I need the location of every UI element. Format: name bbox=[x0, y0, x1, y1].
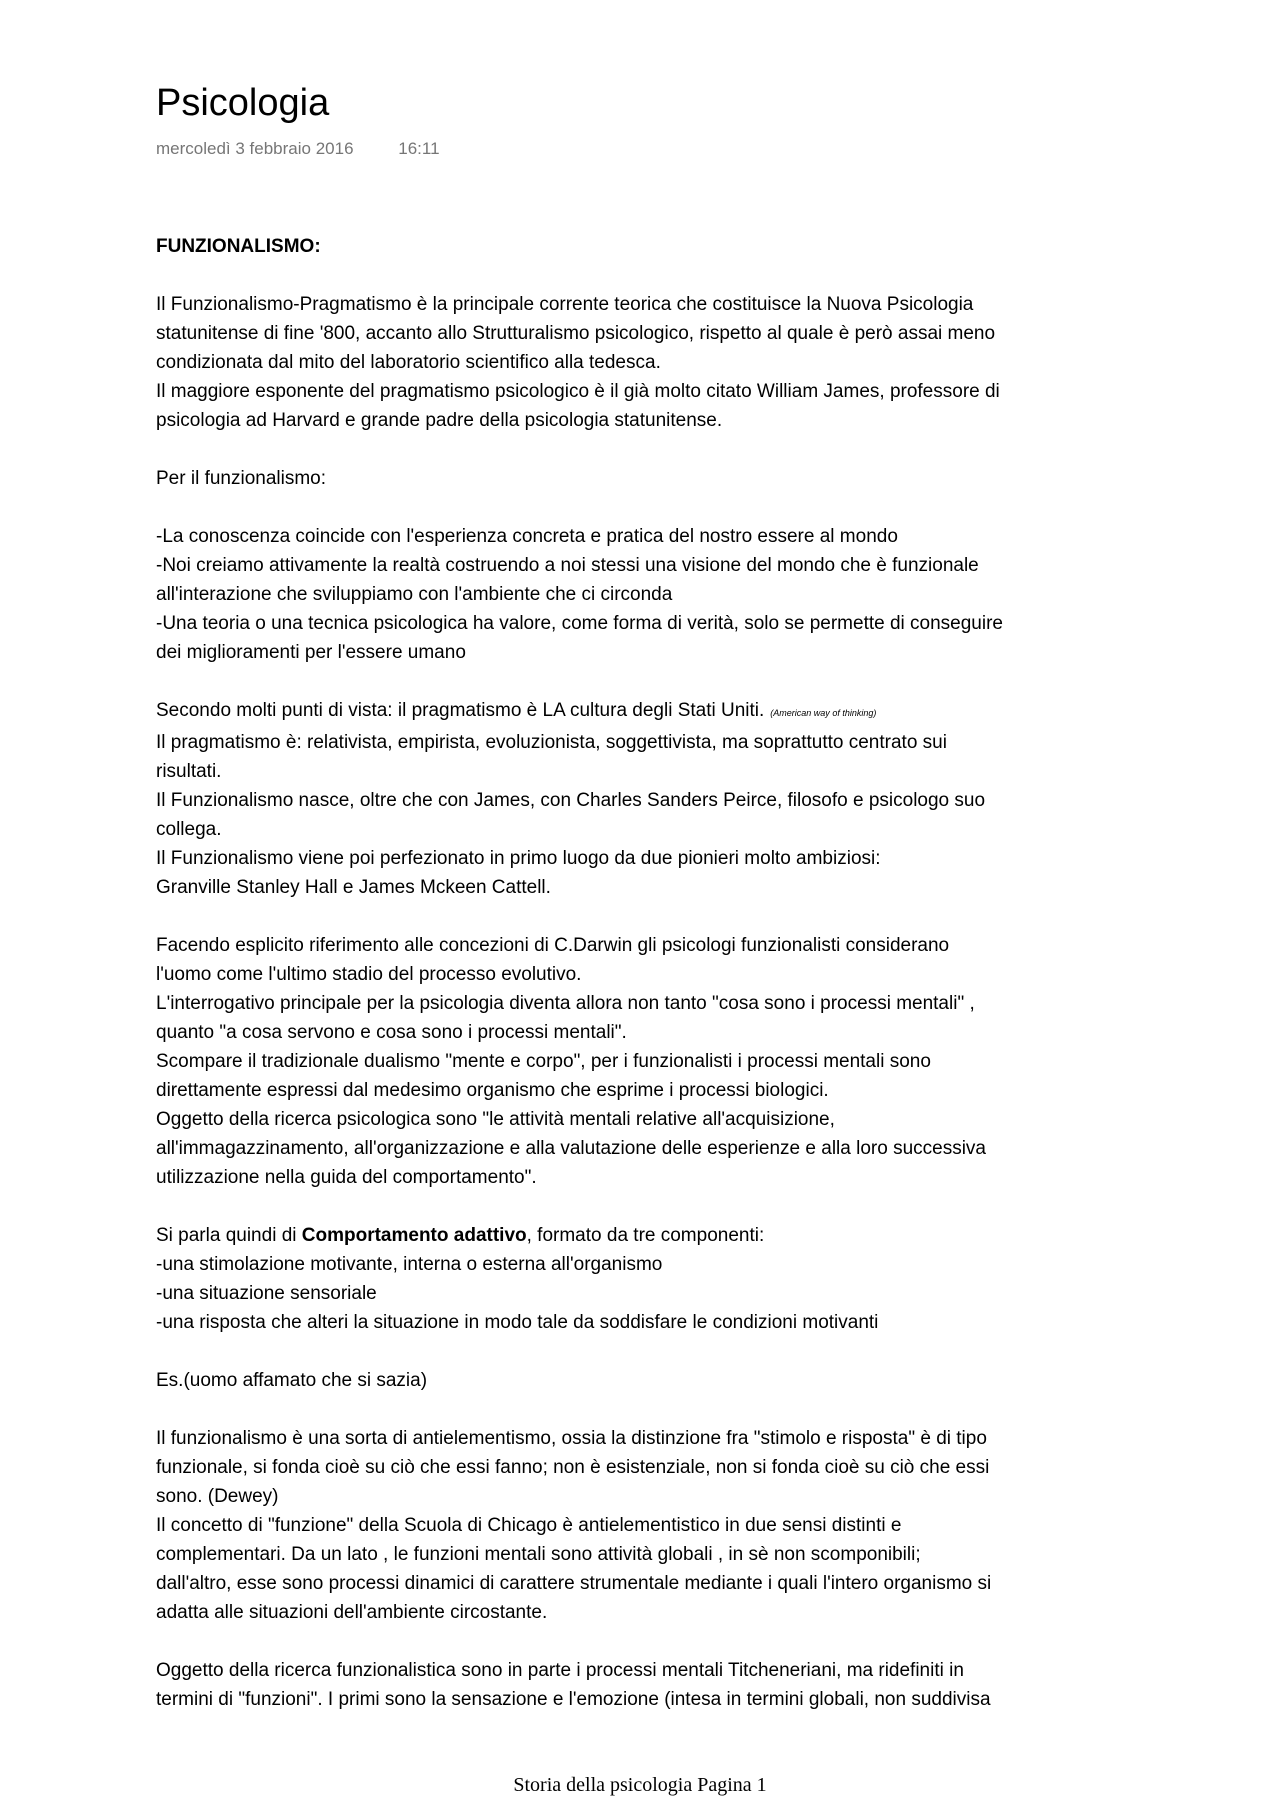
text-line: all'immagazzinamento, all'organizzazione e alla valutazione delle esperienze e alla loro successiva bbox=[156, 1138, 986, 1159]
text-line: utilizzazione nella guida del comportamento". bbox=[156, 1167, 537, 1188]
text-line: psicologia ad Harvard e grande padre della psicologia statunitense. bbox=[156, 410, 723, 431]
text-line: -Una teoria o una tecnica psicologica ha valore, come forma di verità, solo se permette di conseguire bbox=[156, 613, 1003, 634]
text-line: -La conoscenza coincide con l'esperienza concreta e pratica del nostro essere al mondo bbox=[156, 526, 898, 547]
text-line: complementari. Da un lato , le funzioni mentali sono attività globali , in sè non scomponibili; bbox=[156, 1544, 921, 1565]
section-heading: FUNZIONALISMO: bbox=[156, 236, 321, 257]
text-line: termini di "funzioni". I primi sono la sensazione e l'emozione (intesa in termini globali, non suddivisa bbox=[156, 1689, 991, 1710]
bold-term: Comportamento adattivo bbox=[301, 1225, 527, 1246]
text-line: -una risposta che alteri la situazione in modo tale da soddisfare le condizioni motivanti bbox=[156, 1312, 879, 1333]
text-line: Scompare il tradizionale dualismo "mente e corpo", per i funzionalisti i processi mentali sono bbox=[156, 1051, 931, 1072]
text-line: sono. (Dewey) bbox=[156, 1486, 279, 1507]
paragraph-antielementism bbox=[156, 1424, 1136, 1627]
note-body bbox=[156, 232, 1136, 1743]
text-line: condizionata dal mito del laboratorio scientifico alla tedesca. bbox=[156, 352, 661, 373]
text-line: adatta alle situazioni dell'ambiente circostante. bbox=[156, 1602, 548, 1623]
text-line bbox=[156, 696, 1136, 728]
paragraph-adaptive-behavior bbox=[156, 1221, 1136, 1337]
text-line: collega. bbox=[156, 819, 222, 840]
page-meta bbox=[156, 138, 1136, 160]
text-line: Il maggiore esponente del pragmatismo psicologico è il già molto citato William James, professore di bbox=[156, 381, 1000, 402]
text-line: Il funzionalismo è una sorta di antielementismo, ossia la distinzione fra "stimolo e risposta" è di tipo bbox=[156, 1428, 987, 1449]
text-line: risultati. bbox=[156, 761, 222, 782]
paragraph-darwin bbox=[156, 931, 1136, 1192]
text-fragment: Si parla quindi di bbox=[156, 1225, 302, 1246]
paragraph-research-object bbox=[156, 1656, 1136, 1714]
text-line: Oggetto della ricerca funzionalistica sono in parte i processi mentali Titcheneriani, ma ridefiniti in bbox=[156, 1660, 964, 1681]
text-line: -Noi creiamo attivamente la realtà costruendo a noi stessi una visione del mondo che è funzionale bbox=[156, 555, 979, 576]
page-date: mercoledì 3 febbraio 2016 bbox=[156, 139, 354, 158]
inline-note: (American way of thinking) bbox=[770, 708, 877, 718]
paragraph-pragmatism bbox=[156, 696, 1136, 902]
paragraph-intro bbox=[156, 290, 1136, 435]
text-line: Granville Stanley Hall e James Mckeen Cattell. bbox=[156, 877, 551, 898]
page-header bbox=[156, 80, 1136, 160]
text-line: Facendo esplicito riferimento alle concezioni di C.Darwin gli psicologi funzionalisti considerano bbox=[156, 935, 950, 956]
text-line: quanto "a cosa servono e cosa sono i processi mentali". bbox=[156, 1022, 627, 1043]
text-fragment: , formato da tre componenti: bbox=[526, 1225, 765, 1246]
text-line: direttamente espressi dal medesimo organismo che esprime i processi biologici. bbox=[156, 1080, 829, 1101]
text-line: Oggetto della ricerca psicologica sono "le attività mentali relative all'acquisizione, bbox=[156, 1109, 835, 1130]
text-line: l'uomo come l'ultimo stadio del processo evolutivo. bbox=[156, 964, 582, 985]
page-footer: Storia della psicologia Pagina 1 bbox=[513, 1774, 767, 1796]
text-fragment: Secondo molti punti di vista: il pragmatismo è LA cultura degli Stati Uniti. bbox=[156, 700, 765, 721]
page-time: 16:11 bbox=[398, 139, 440, 158]
text-line: statunitense di fine '800, accanto allo Strutturalismo psicologico, rispetto al quale è però assai meno bbox=[156, 323, 996, 344]
page-title: Psicologia bbox=[156, 82, 330, 124]
text-line: dei miglioramenti per l'essere umano bbox=[156, 642, 466, 663]
text-line: Il Funzionalismo nasce, oltre che con James, con Charles Sanders Peirce, filosofo e psicologo suo bbox=[156, 790, 986, 811]
paragraph-for-functionalism: Per il funzionalismo: bbox=[156, 468, 327, 489]
text-line: Il Funzionalismo-Pragmatismo è la principale corrente teorica che costituisce la Nuova Psicologia bbox=[156, 294, 974, 315]
text-line: Il pragmatismo è: relativista, empirista, evoluzionista, soggettivista, ma soprattutto centrato sui bbox=[156, 732, 947, 753]
text-line bbox=[156, 1221, 1136, 1250]
text-line: -una situazione sensoriale bbox=[156, 1283, 377, 1304]
text-line: all'interazione che sviluppiamo con l'ambiente che ci circonda bbox=[156, 584, 673, 605]
text-line: dall'altro, esse sono processi dinamici di carattere strumentale mediante i quali l'intero organismo si bbox=[156, 1573, 992, 1594]
text-line: Il concetto di "funzione" della Scuola di Chicago è antielementistico in due sensi distinti e bbox=[156, 1515, 902, 1536]
paragraph-example: Es.(uomo affamato che si sazia) bbox=[156, 1370, 428, 1391]
text-line: -una stimolazione motivante, interna o esterna all'organismo bbox=[156, 1254, 663, 1275]
text-line: L'interrogativo principale per la psicologia diventa allora non tanto "cosa sono i processi mentali" , bbox=[156, 993, 975, 1014]
text-line: funzionale, si fonda cioè su ciò che essi fanno; non è esistenziale, non si fonda cioè su ciò che essi bbox=[156, 1457, 990, 1478]
paragraph-list-principles bbox=[156, 522, 1136, 667]
text-line: Il Funzionalismo viene poi perfezionato in primo luogo da due pionieri molto ambiziosi: bbox=[156, 848, 881, 869]
